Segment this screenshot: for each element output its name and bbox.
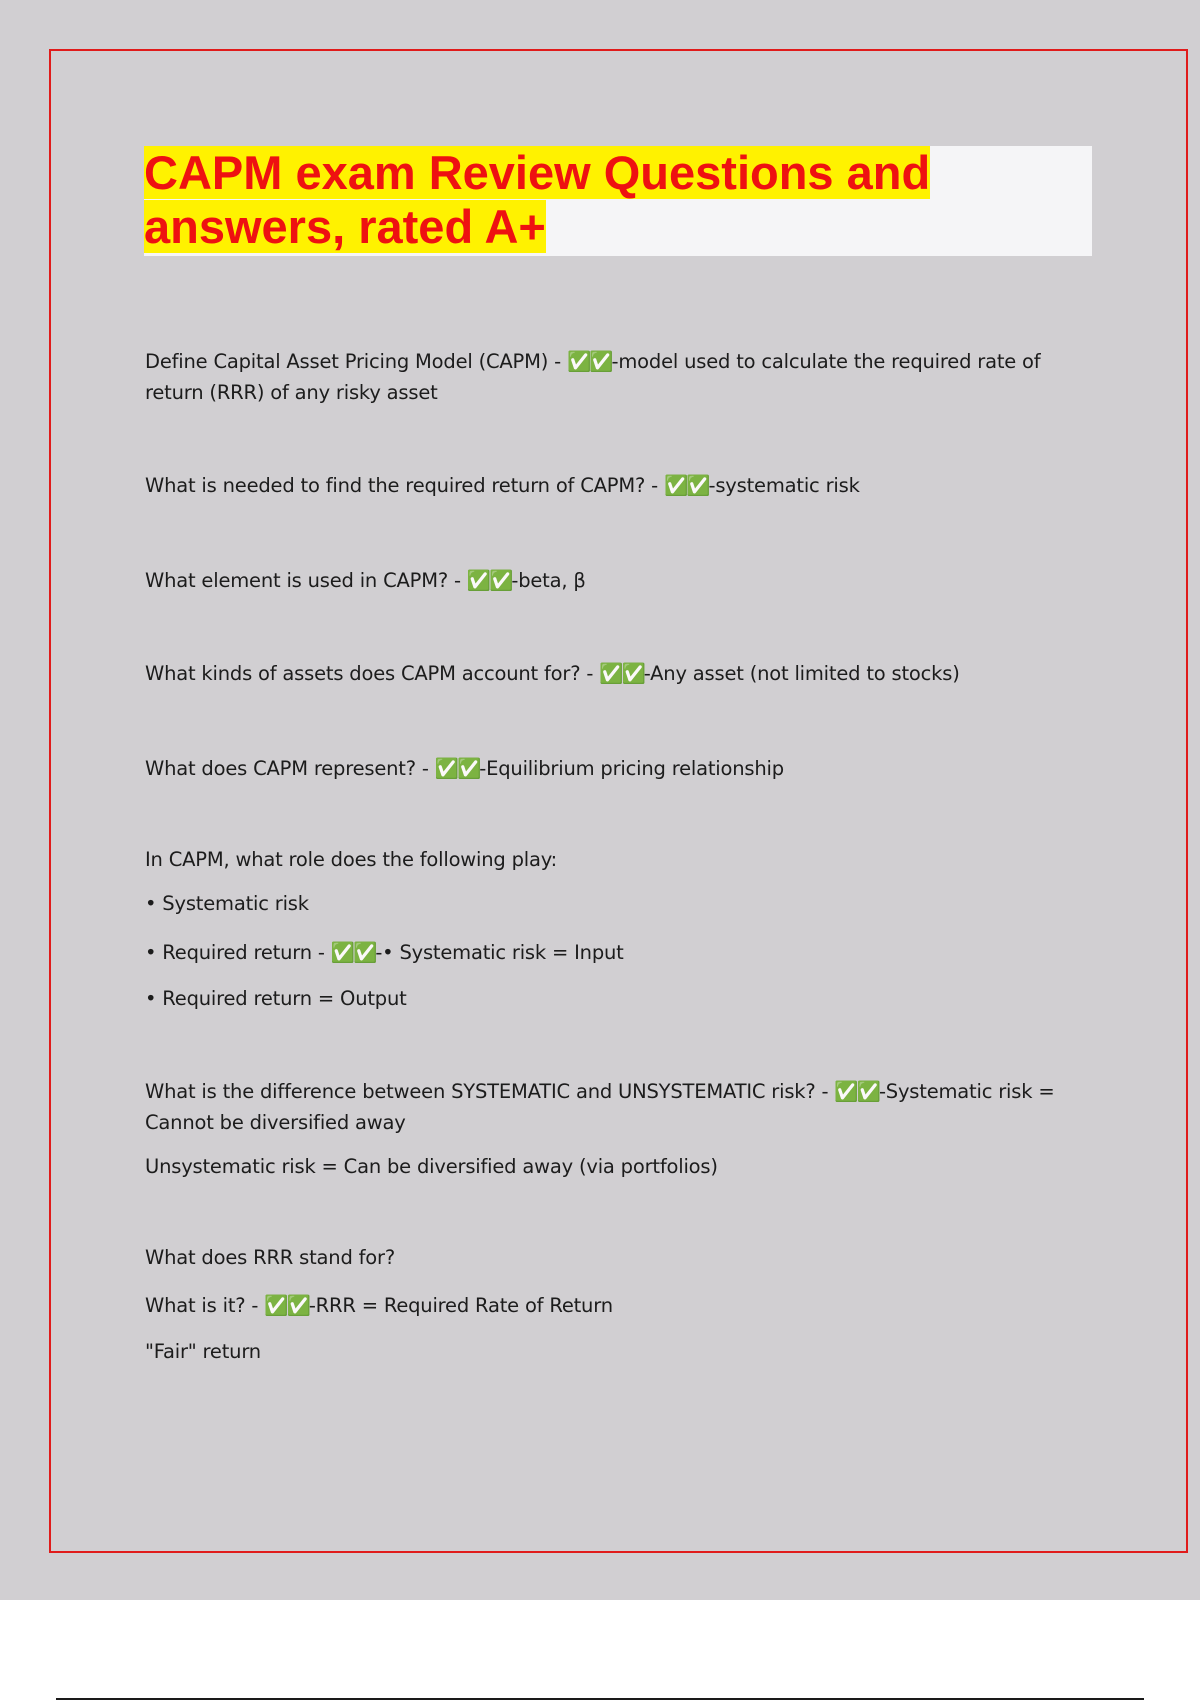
answer-text: -Systematic risk = Cannot be diversified away xyxy=(145,1080,1055,1134)
double-check-icon: ✅✅ xyxy=(330,941,376,964)
question-text: What does CAPM represent? - xyxy=(145,757,429,780)
role-bullet-output: • Required return = Output xyxy=(145,987,407,1010)
question-text: What is the difference between SYSTEMATIC and UNSYSTEMATIC risk? - xyxy=(145,1080,829,1103)
question-text: What element is used in CAPM? - xyxy=(145,569,461,592)
question-text: • Required return - xyxy=(145,941,325,964)
question-text: What is it? - xyxy=(145,1294,259,1317)
double-check-icon: ✅✅ xyxy=(434,757,480,780)
role-bullet-required-return xyxy=(145,937,1080,968)
answer-text: -model used to calculate the required rate of return (RRR) of any risky asset xyxy=(145,350,1041,404)
double-check-icon: ✅✅ xyxy=(466,569,512,592)
role-block-intro: In CAPM, what role does the following play: xyxy=(145,848,558,871)
double-check-icon: ✅✅ xyxy=(264,1294,309,1317)
double-check-icon: ✅✅ xyxy=(599,662,644,685)
answer-text: -Any asset (not limited to stocks) xyxy=(643,662,960,685)
page-border-frame xyxy=(49,49,1188,1553)
qa-item-define-capm xyxy=(145,346,1080,408)
answer-text: -RRR = Required Rate of Return xyxy=(308,1294,613,1317)
double-check-icon: ✅✅ xyxy=(663,474,709,497)
double-check-icon: ✅✅ xyxy=(834,1080,879,1103)
diff-line-unsystematic: Unsystematic risk = Can be diversified away (via portfolios) xyxy=(145,1155,718,1178)
question-text: What is needed to find the required return of CAPM? - xyxy=(145,474,658,497)
answer-text: -systematic risk xyxy=(708,474,860,497)
qa-item-rrr-definition xyxy=(145,1290,1080,1321)
question-text: Define Capital Asset Pricing Model (CAPM) - xyxy=(145,350,561,373)
title-line-2: answers, rated A+ xyxy=(144,200,546,253)
qa-item-required-return xyxy=(145,470,1080,501)
document-title xyxy=(144,146,974,254)
answer-text: -beta, β xyxy=(511,569,586,592)
rrr-question: What does RRR stand for? xyxy=(145,1246,395,1269)
question-text: What kinds of assets does CAPM account for? - xyxy=(145,662,594,685)
qa-item-asset-kinds xyxy=(145,658,1080,689)
answer-text: -• Systematic risk = Input xyxy=(375,941,624,964)
answer-text: -Equilibrium pricing relationship xyxy=(479,757,784,780)
qa-item-capm-represents xyxy=(145,753,1080,784)
qa-item-risk-difference xyxy=(145,1076,1080,1138)
role-bullet-systematic: • Systematic risk xyxy=(145,892,309,915)
rrr-fair-return: "Fair" return xyxy=(145,1340,261,1363)
qa-item-element-used xyxy=(145,565,1080,596)
double-check-icon: ✅✅ xyxy=(566,350,612,373)
title-line-1: CAPM exam Review Questions and xyxy=(144,146,931,199)
